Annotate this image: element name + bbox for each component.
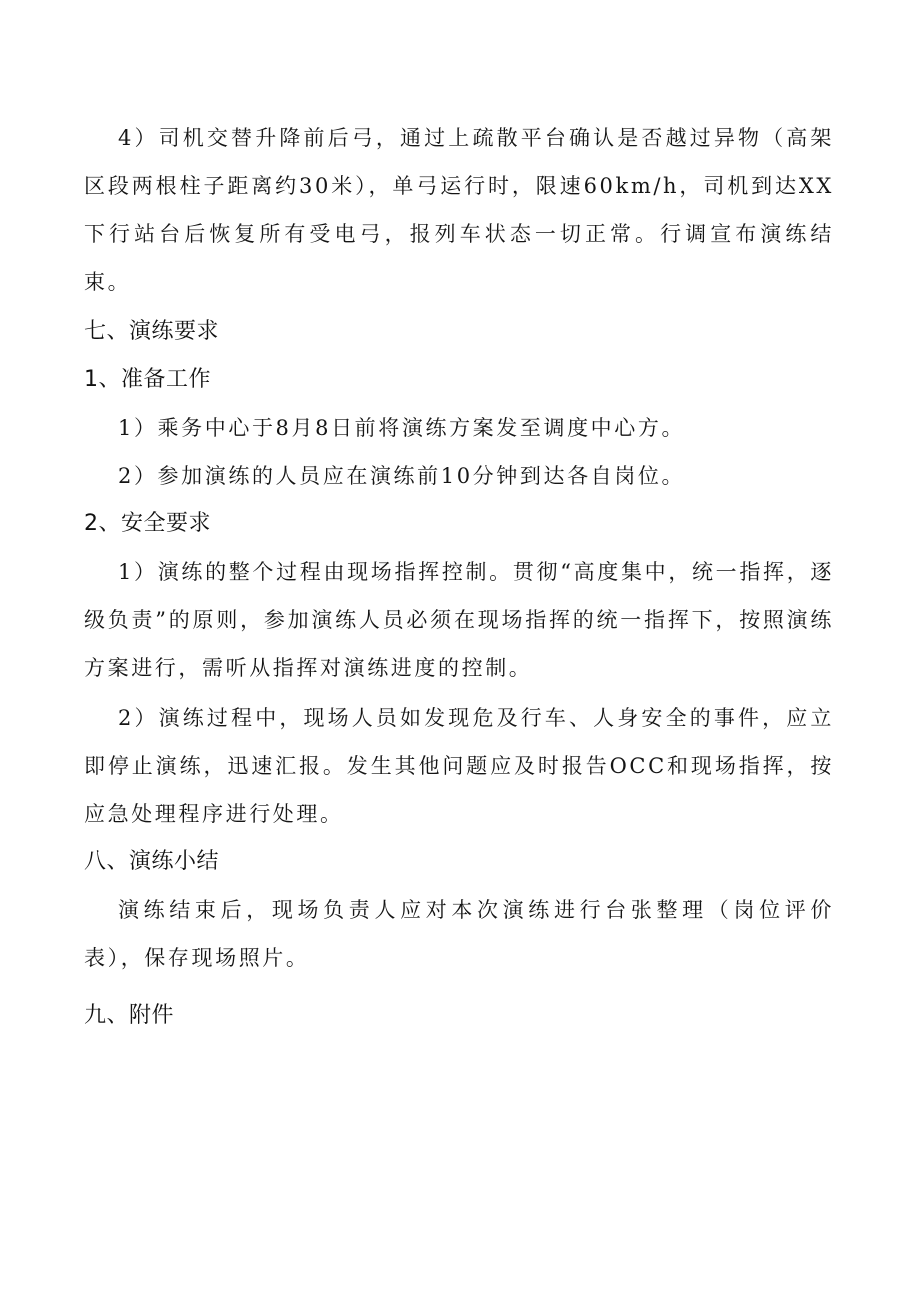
step4-paragraph: 4）司机交替升降前后弓，通过上疏散平台确认是否越过异物（高架区段两根柱子距离约30米），单弓运行时，限速60km/h，司机到达XX下行站台后恢复所有受电弓，报列车状态一切正常。行调宣布演练结束。	[84, 126, 834, 294]
safety-item-2: 2）演练过程中，现场人员如发现危及行车、人身安全的事件，应立即停止演练，迅速汇报。发生其他问题应及时报告OCC和现场指挥，按应急处理程序进行处理。	[84, 706, 834, 826]
section8-heading: 八、演练小结	[84, 849, 220, 874]
section7-heading: 七、演练要求	[84, 319, 220, 344]
prep-item-2: 2）参加演练的人员应在演练前10分钟到达各自岗位。	[118, 464, 686, 488]
summary-paragraph: 演练结束后，现场负责人应对本次演练进行台张整理（岗位评价表），保存现场照片。	[84, 898, 834, 970]
spacer	[84, 982, 834, 992]
sub2-heading: 2、安全要求	[84, 511, 211, 536]
safety-item-1: 1）演练的整个过程由现场指挥控制。贯彻“高度集中，统一指挥，逐级负责”的原则，参加演练人员必须在现场指挥的统一指挥下，按照演练方案进行，需听从指挥对演练进度的控制。	[84, 560, 834, 680]
prep-item-1: 1）乘务中心于8月8日前将演练方案发至调度中心方。	[118, 416, 686, 440]
section9-heading: 九、附件	[84, 1003, 175, 1028]
sub1-heading: 1、准备工作	[84, 367, 211, 392]
document-body	[84, 114, 834, 1040]
